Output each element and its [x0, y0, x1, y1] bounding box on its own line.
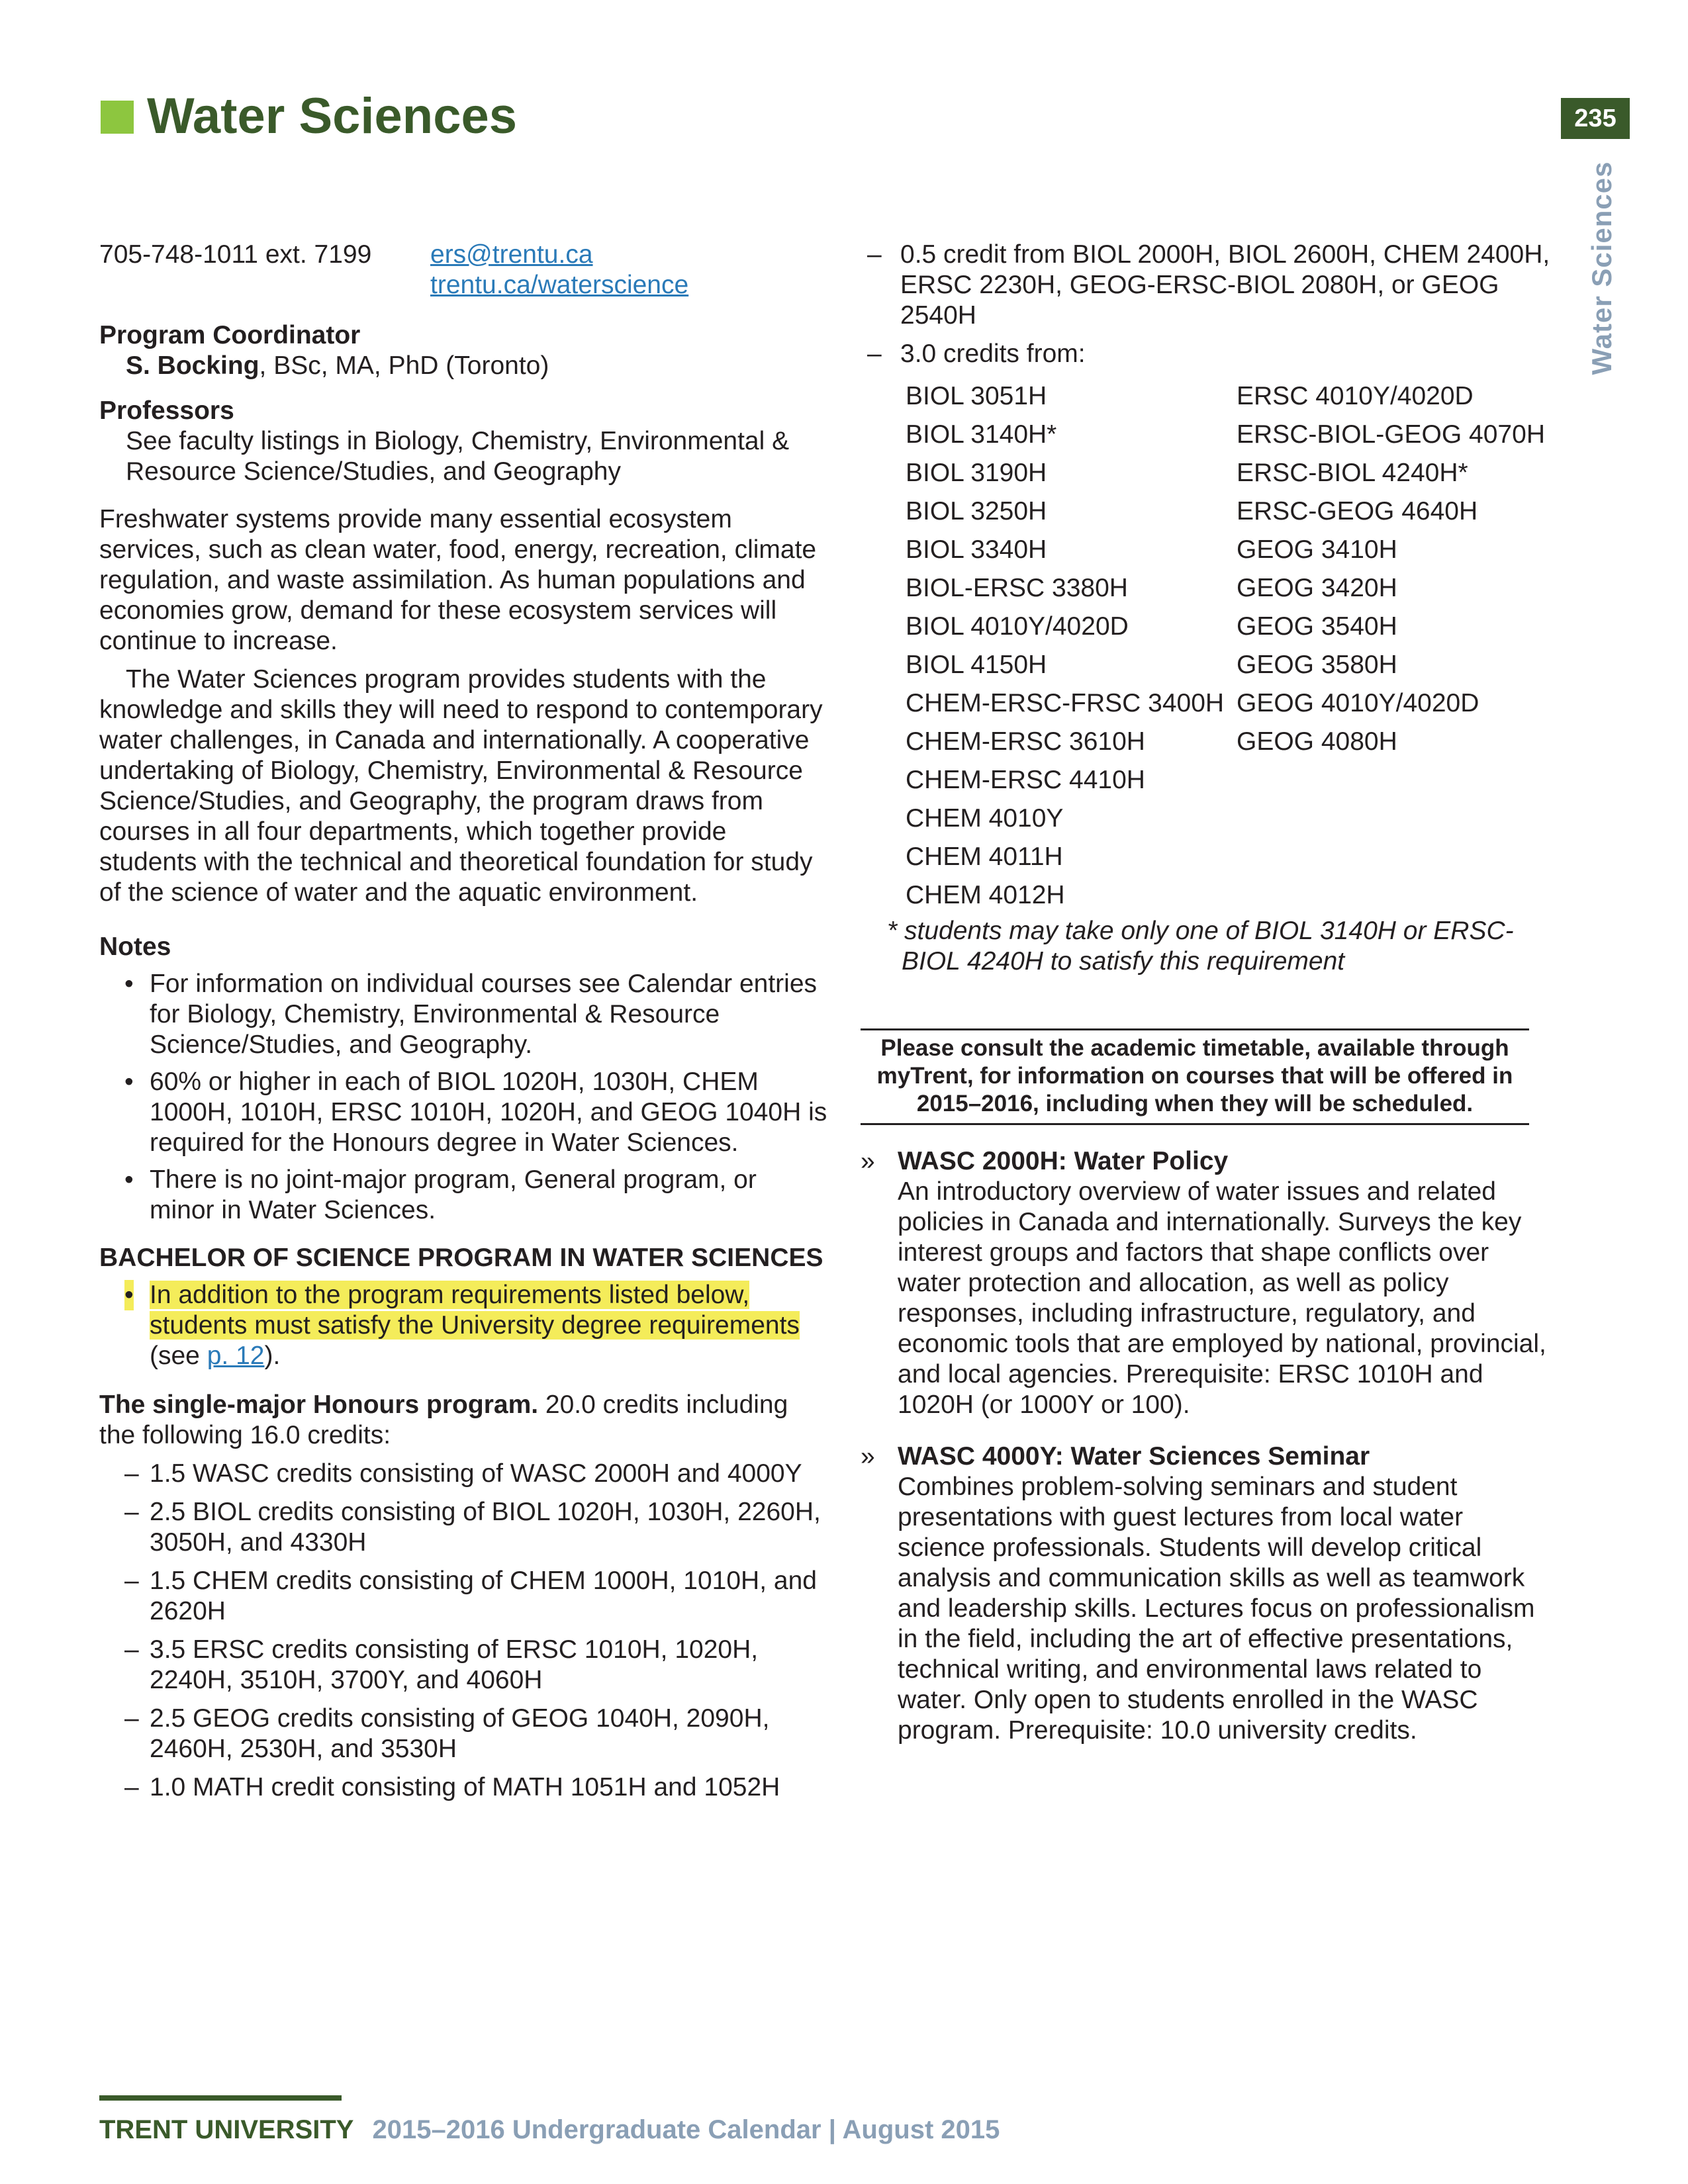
honours-item: – 2.5 BIOL credits consisting of BIOL 1020H, 1030H, 2260H, 3050H, and 4330H — [124, 1498, 821, 1557]
requirement-item: – 3.0 credits from: — [867, 340, 1086, 368]
contact-website-link[interactable]: trentu.ca/waterscience — [430, 271, 689, 299]
course-option: CHEM-ERSC 4410H — [906, 766, 1145, 794]
dash-icon: – — [124, 1459, 139, 1488]
course-title: WASC 2000H: Water Policy — [898, 1147, 1229, 1175]
course-option: ERSC-BIOL-GEOG 4070H — [1237, 420, 1545, 449]
dash-icon: – — [867, 340, 882, 368]
course-option: CHEM 4010Y — [906, 804, 1064, 833]
course-option: CHEM-ERSC 3610H — [906, 727, 1145, 756]
right-column — [861, 240, 1556, 1746]
contact-email-link[interactable]: ers@trentu.ca — [430, 240, 593, 269]
footer-university: TRENT UNIVERSITY — [99, 2115, 354, 2144]
bullet-icon: • — [124, 1068, 134, 1096]
notes-item: • There is no joint-major program, General program, or minor in Water Sciences. — [124, 1165, 757, 1224]
course-option: ERSC 4010Y/4020D — [1237, 382, 1474, 410]
professors-heading: Professors — [99, 396, 234, 425]
bsc-list — [99, 1280, 827, 1371]
left-column — [99, 240, 827, 1803]
honours-item: – 1.5 WASC credits consisting of WASC 2000H and 4000Y — [124, 1459, 802, 1488]
course-title: WASC 4000Y: Water Sciences Seminar — [898, 1442, 1370, 1471]
honours-item: – 1.5 CHEM credits consisting of CHEM 1000H, 1010H, and 2620H — [124, 1567, 817, 1625]
notes-heading: Notes — [99, 933, 171, 961]
course-options-grid — [906, 377, 1556, 915]
requirements-list — [861, 240, 1556, 369]
notes-list — [99, 969, 827, 1226]
bullet-icon: • — [124, 1281, 134, 1309]
course-option: BIOL-ERSC 3380H — [906, 574, 1128, 602]
course-option: BIOL 4010Y/4020D — [906, 612, 1129, 641]
dash-icon: – — [124, 1567, 139, 1595]
course-option: GEOG 4010Y/4020D — [1237, 689, 1479, 717]
course-option: GEOG 4080H — [1237, 727, 1397, 756]
page-reference-link[interactable]: p. 12 — [207, 1342, 265, 1370]
dash-icon: – — [124, 1498, 139, 1526]
bsc-item: • In addition to the program requirements listed below, students must satisfy the University degree requirements (see p. 12). — [124, 1281, 800, 1370]
course-option: GEOG 3580H — [1237, 651, 1397, 679]
bullet-icon: • — [124, 970, 134, 998]
bullet-icon: • — [124, 1165, 134, 1194]
page-title: Water Sciences — [147, 88, 518, 144]
coordinator-credentials: , BSc, MA, PhD (Toronto) — [259, 351, 549, 380]
course-option: ERSC-GEOG 4640H — [1237, 497, 1478, 525]
coordinator-heading: Program Coordinator — [99, 321, 361, 349]
page-number-badge: 235 — [1561, 98, 1630, 139]
chevron-right-icon: » — [861, 1442, 875, 1471]
bsc-heading: BACHELOR OF SCIENCE PROGRAM IN WATER SCIENCES — [99, 1244, 823, 1272]
contact-phone: 705-748-1011 ext. 7199 — [99, 240, 372, 269]
highlighted-requirement: In addition to the program requirements listed below, students must satisfy the University degree requirements — [150, 1281, 800, 1340]
dash-icon: – — [124, 1773, 139, 1801]
footer-calendar: 2015–2016 Undergraduate Calendar | August 2015 — [372, 2115, 1000, 2144]
course-option: GEOG 3540H — [1237, 612, 1397, 641]
honours-item: – 2.5 GEOG credits consisting of GEOG 1040H, 2090H, 2460H, 2530H, and 3530H — [124, 1704, 770, 1763]
dash-icon: – — [867, 240, 882, 269]
footer-rule — [99, 2095, 342, 2101]
course-option: BIOL 3051H — [906, 382, 1047, 410]
side-section-label-text: Water Sciences — [1586, 161, 1617, 375]
side-section-label — [1562, 161, 1642, 375]
dash-icon: – — [124, 1704, 139, 1733]
course-option: CHEM 4011H — [906, 842, 1063, 871]
course-entry — [861, 1441, 1556, 1746]
dash-icon: – — [124, 1635, 139, 1664]
course-option: ERSC-BIOL 4240H* — [1237, 459, 1468, 487]
intro-paragraph-1: Freshwater systems provide many essential ecosystem services, such as clean water, food, energy, recreation, climate regulation, and waste assimilation. As human populations and economies grow, demand for these ecosystem services will continue to increase. — [99, 505, 817, 655]
course-option: CHEM 4012H — [906, 881, 1065, 909]
chevron-right-icon: » — [861, 1147, 875, 1175]
requirement-item: – 0.5 credit from BIOL 2000H, BIOL 2600H, CHEM 2400H, ERSC 2230H, GEOG-ERSC-BIOL 2080H, or GEOG 2540H — [867, 240, 1550, 330]
course-entry — [861, 1146, 1556, 1420]
course-option: BIOL 4150H — [906, 651, 1047, 679]
course-option: BIOL 3190H — [906, 459, 1047, 487]
requirement-footnote: * students may take only one of BIOL 3140H or ERSC-BIOL 4240H to satisfy this requirement — [887, 917, 1514, 976]
footer — [99, 2115, 1000, 2145]
coordinator-entry — [99, 351, 827, 381]
course-option: GEOG 3420H — [1237, 574, 1397, 602]
intro-section — [99, 504, 827, 908]
course-option: CHEM-ERSC-FRSC 3400H — [906, 689, 1225, 717]
course-description: Combines problem-solving seminars and student presentations with guest lectures from local water science professionals. Students will develop critical analysis and communication skills as well as teamwork and leadership skills. Lectures focus on professionalism in the field, including the art of effective presentations, technical writing, and environmental laws related to water. Only open to students enrolled in the WASC program. Prerequisite: 10.0 university credits. — [898, 1473, 1535, 1745]
course-description: An introductory overview of water issues and related policies in Canada and internationally. Surveys the key interest groups and factors that shape conflicts over water protection and allocation, as well as policy responses, including infrastructure, regulatory, and economic tools that are employed by national, provincial, and local agencies. Prerequisite: ERSC 1010H and 1020H (or 1000Y or 100). — [898, 1177, 1546, 1419]
course-option: BIOL 3250H — [906, 497, 1047, 525]
course-option: BIOL 3340H — [906, 535, 1047, 564]
title-square-icon — [101, 101, 134, 134]
course-option: BIOL 3140H* — [906, 420, 1057, 449]
notes-item: • For information on individual courses see Calendar entries for Biology, Chemistry, Environmental & Resource Science/Studies, and Geography. — [124, 970, 818, 1059]
honours-list — [99, 1459, 827, 1803]
notes-item: • 60% or higher in each of BIOL 1020H, 1030H, CHEM 1000H, 1010H, ERSC 1010H, 1020H, and GEOG 1040H is required for the Honours degree in Water Sciences. — [124, 1068, 827, 1157]
coordinator-name: S. Bocking — [126, 351, 259, 380]
intro-paragraph-2: The Water Sciences program provides students with the knowledge and skills they will need to respond to contemporary water challenges, in Canada and internationally. A cooperative undertaking of Biology, Chemistry, Environmental & Resource Science/Studies, and Geography, the program draws from courses in all four departments, which together provide students with the technical and theoretical foundation for study of the science of water and the aquatic environment. — [99, 665, 823, 907]
professors-text: See faculty listings in Biology, Chemistry, Environmental & Resource Science/Studies, and Geography — [126, 427, 790, 486]
timetable-notice: Please consult the academic timetable, available through myTrent, for information on courses that will be offered in 2015–2016, including when they will be scheduled. — [861, 1028, 1529, 1125]
honours-lead: The single-major Honours program. 20.0 credits including the following 16.0 credits: — [99, 1390, 788, 1449]
course-option: GEOG 3410H — [1237, 535, 1397, 564]
honours-item: – 1.0 MATH credit consisting of MATH 1051H and 1052H — [124, 1773, 780, 1801]
contact-block — [99, 240, 827, 306]
honours-item: – 3.5 ERSC credits consisting of ERSC 1010H, 1020H, 2240H, 3510H, 3700Y, and 4060H — [124, 1635, 759, 1694]
